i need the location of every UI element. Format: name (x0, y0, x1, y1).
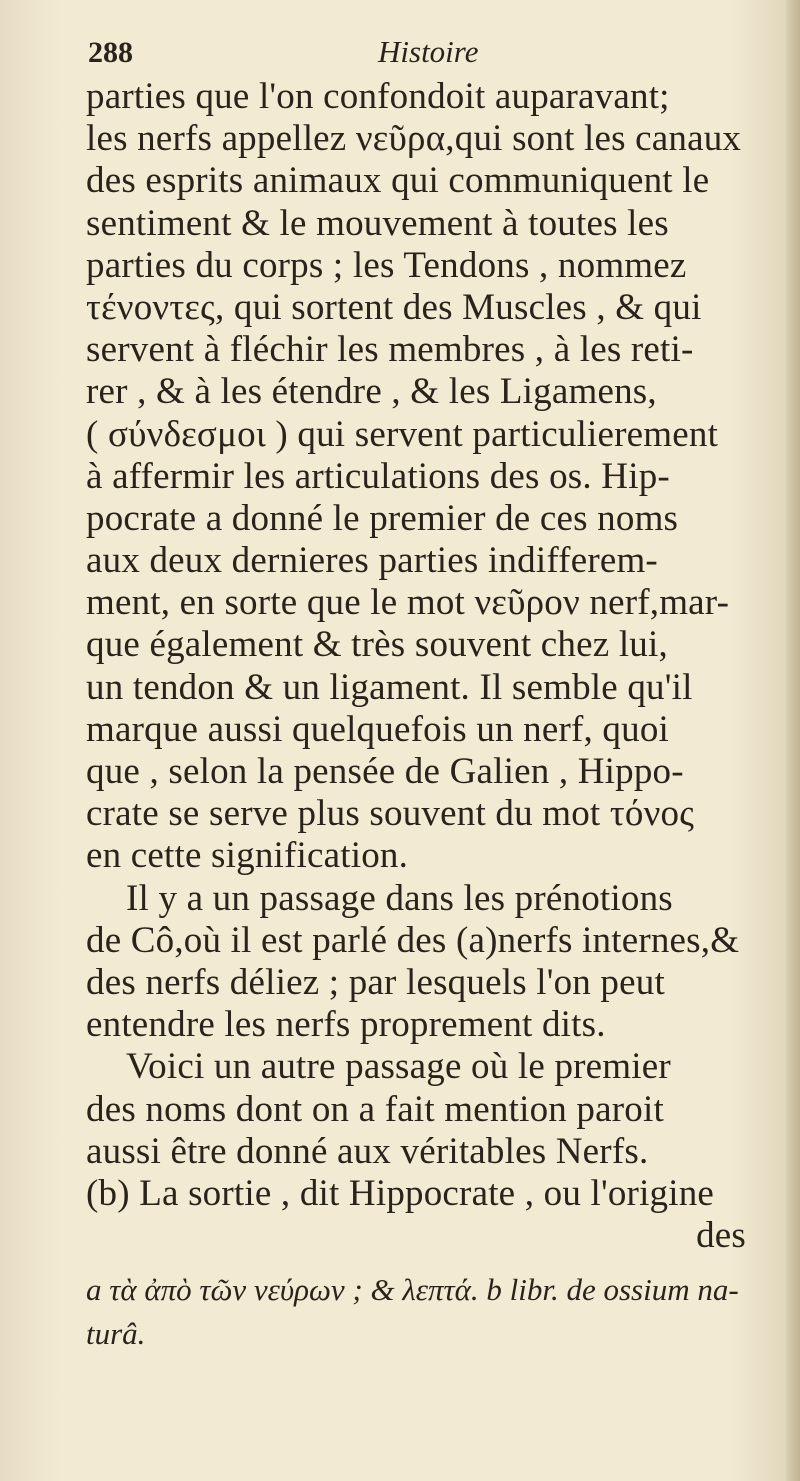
text-line: rer , & à les étendre , & les Ligamens, (86, 371, 657, 413)
paragraph-start-line: Il y a un passage dans les prénotions (126, 877, 673, 919)
text-line: à affermir les articulations des os. Hip- (86, 455, 670, 497)
text-line: ( σύνδεσμοι ) qui servent particulierement (86, 413, 719, 455)
text-line: un tendon & un ligament. Il semble qu'il (86, 666, 693, 708)
running-head: Histoire (378, 34, 479, 69)
catchword: des (696, 1215, 746, 1257)
footnote-line: turâ. (86, 1316, 146, 1351)
text-line: de Cô,où il est parlé des (a)nerfs internes,& (86, 919, 740, 961)
text-line: en cette signification. (86, 835, 409, 877)
text-line: que également & très souvent chez lui, (86, 624, 668, 666)
text-line: des nerfs déliez ; par lesquels l'on peut (86, 961, 665, 1003)
paragraph-start-line: Voici un autre passage où le premier (126, 1046, 671, 1088)
text-line: des esprits animaux qui communiquent le (86, 160, 710, 202)
page-header (88, 30, 768, 78)
text-line: des noms dont on a fait mention paroit (86, 1088, 664, 1130)
text-line: pocrate a donné le premier de ces noms (86, 497, 679, 539)
text-line: parties du corps ; les Tendons , nommez (86, 244, 687, 286)
text-line: (b) La sortie , dit Hippocrate , ou l'origine (86, 1172, 715, 1214)
text-line: ment, en sorte que le mot νεῦρον nerf,mar- (86, 582, 730, 624)
footnotes (86, 1268, 776, 1356)
page-edge (786, 0, 800, 1481)
page-number: 288 (88, 36, 133, 69)
text-line: sentiment & le mouvement à toutes les (86, 202, 669, 244)
text-line: servent à fléchir les membres , à les reti- (86, 329, 694, 371)
footnote-line: a τὰ ἀπὸ τῶν νεύρων ; & λεπτά. b libr. de ossium na- (86, 1272, 739, 1307)
text-line: aussi être donné aux véritables Nerfs. (86, 1130, 649, 1172)
text-line: les nerfs appellez νεῦρα,qui sont les canaux (86, 118, 742, 160)
text-line: parties que l'on confondoit auparavant; (86, 76, 670, 117)
text-line: crate se serve plus souvent du mot τόνος (86, 793, 695, 835)
body-text (86, 76, 776, 1257)
text-line: que , selon la pensée de Galien , Hippo- (86, 751, 684, 792)
text-line: τένοντες, qui sortent des Muscles , & qui (86, 286, 702, 328)
text-line: marque aussi quelquefois un nerf, quoi (86, 708, 670, 750)
text-line: aux deux dernieres parties indifferem- (86, 540, 658, 582)
text-line: entendre les nerfs proprement dits. (86, 1004, 606, 1046)
